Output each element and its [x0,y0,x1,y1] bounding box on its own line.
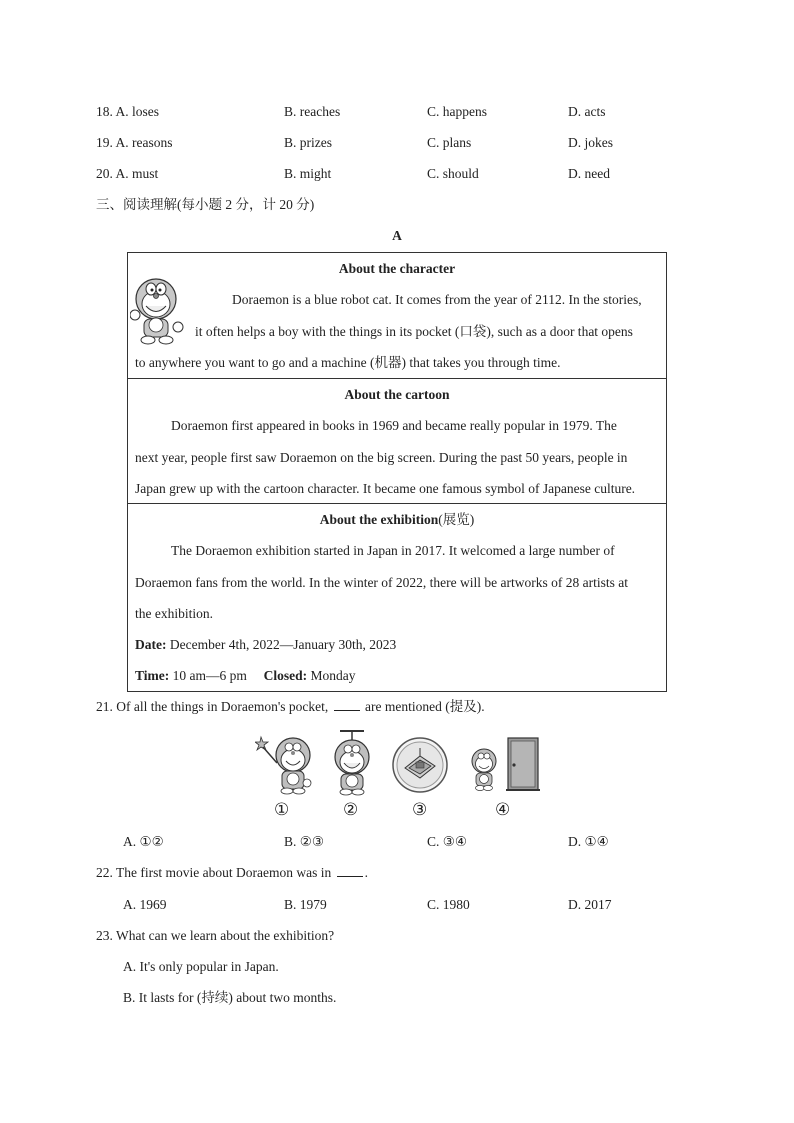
option-d: D. jokes [568,135,613,150]
cartoon-line-1: Doraemon first appeared in books in 1969 and became really popular in 1979. The [171,418,617,433]
cartoon-line-3: Japan grew up with the cartoon character. It became one famous symbol of Japanese culture. [135,481,636,496]
answer-blank [334,698,360,711]
exhibition-title-cn: (展览) [438,512,475,527]
time-machine-picture [391,736,449,794]
character-line-2: it often helps a boy with the things in its pocket (口袋), such as a door that opens [195,324,633,339]
q21-stem-after: are mentioned (提及). [365,699,485,714]
option-b: B. prizes [284,135,332,150]
exhibition-section [128,503,666,683]
exhibition-line-3: the exhibition. [135,606,213,621]
option-c: C. 1980 [427,897,470,912]
option-b: B. 1979 [284,897,327,912]
anywhere-door-picture [505,735,541,793]
q22-stem: 22. The first movie about Doraemon was in [96,865,332,880]
exhibition-date [135,635,396,655]
option-d: D. ①④ [568,834,609,849]
closed-value: Monday [307,668,356,683]
option-c: C. happens [427,104,487,119]
doraemon-wand-picture [255,733,315,795]
option-a: A. 1969 [123,897,167,912]
option-d: D. acts [568,104,606,119]
option-a: 19. A. reasons [96,135,173,150]
answer-blank [337,864,363,877]
option-b: B. reaches [284,104,341,119]
section-heading: 三、阅读理解(每小题 2 分，计 20 分) [96,197,315,212]
cartoon-line-2: next year, people first saw Doraemon on the big screen. During the past 50 years, people in [135,450,628,465]
cartoon-title: About the cartoon [344,387,450,402]
option-a: 20. A. must [96,166,159,181]
picture-label-4: ④ [495,800,511,819]
exhibition-title-en: About the exhibition [319,512,439,527]
time-label: Time: [135,668,170,683]
option-a: A. ①② [123,834,164,849]
character-line-1: Doraemon is a blue robot cat. It comes from the year of 2112. In the stories, [232,292,642,307]
exhibition-line-1: The Doraemon exhibition started in Japan in 2017. It welcomed a large number of [171,543,615,558]
passage-label: A [392,228,402,243]
question-23-option-a: A. It's only popular in Japan. [123,959,279,974]
doraemon-bamboo-copter-picture [328,728,376,796]
date-value: December 4th, 2022—January 30th, 2023 [166,637,397,652]
closed-label: Closed: [263,668,308,683]
question-23-stem: 23. What can we learn about the exhibition? [96,928,335,943]
option-c: C. plans [427,135,472,150]
question-21-stem [96,697,485,717]
character-line-3: to anywhere you want to go and a machine (机器) that takes you through time. [135,355,561,370]
exhibition-line-2: Doraemon fans from the world. In the winter of 2022, there will be artworks of 28 artists at [135,575,628,590]
option-a: 18. A. loses [96,104,160,119]
doraemon-small-picture [468,748,500,792]
q21-stem-before: 21. Of all the things in Doraemon's pocket, [96,699,329,714]
exhibition-title [128,510,666,530]
exhibition-time [135,666,356,686]
option-d: D. need [568,166,610,181]
date-label: Date: [135,637,167,652]
q22-stem-end: . [364,865,368,880]
time-value: 10 am—6 pm [169,668,247,683]
option-d: D. 2017 [568,897,612,912]
option-b: B. ②③ [284,834,324,849]
character-title: About the character [338,261,456,276]
option-c: C. should [427,166,479,181]
picture-label-3: ③ [412,800,428,819]
picture-label-2: ② [343,800,359,819]
picture-label-1: ① [274,800,290,819]
doraemon-illustration [130,275,184,345]
cartoon-section [128,378,666,496]
question-22-stem [96,863,368,883]
question-23-option-b: B. It lasts for (持续) about two months. [123,990,337,1005]
option-b: B. might [284,166,332,181]
option-c: C. ③④ [427,834,467,849]
info-box [127,252,667,692]
